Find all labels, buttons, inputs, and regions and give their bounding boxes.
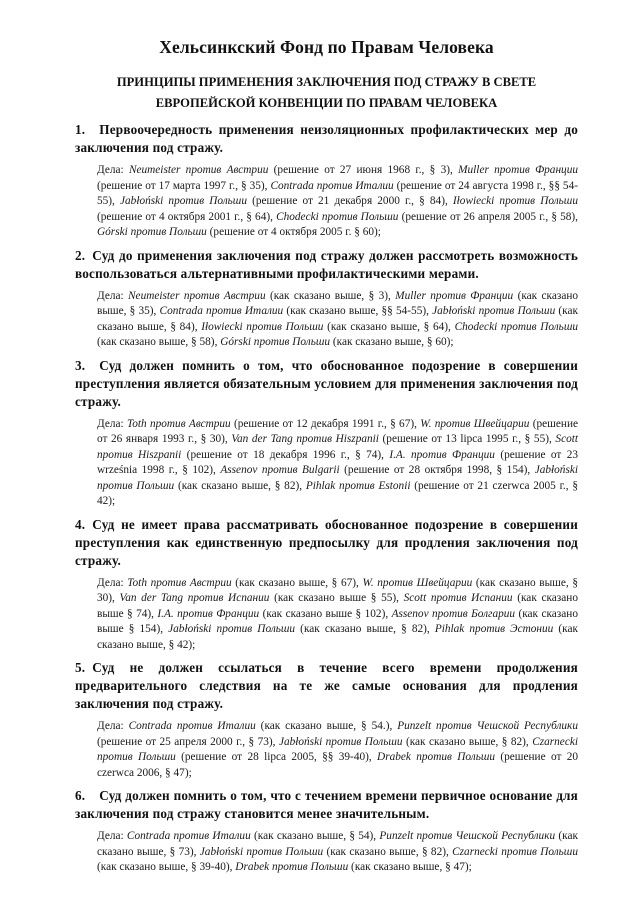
case-name: Drabek против Польши — [377, 751, 496, 763]
principle-heading — [75, 357, 578, 411]
case-reference: (как сказано выше, § 35), — [97, 289, 579, 317]
case-reference: (как сказано выше § 55), — [269, 592, 404, 604]
case-reference: (как сказано выше, § 82), — [295, 623, 435, 635]
principle-section — [75, 247, 578, 351]
case-reference: (как сказано выше, § 67), — [231, 576, 363, 589]
case-reference: (как сказано выше, § 58), — [97, 336, 221, 348]
case-reference: (решение от 25 апреля 2000 г., § 73), — [97, 735, 279, 748]
principle-number: 1. — [75, 122, 86, 137]
principle-section — [75, 357, 578, 510]
case-name: Van der Tang против Hiszpanii — [231, 433, 379, 445]
case-reference: (как сказано выше, § 60); — [330, 336, 454, 348]
cases-label: Дела: — [97, 164, 124, 176]
case-name: Contrada против Италии — [159, 305, 284, 317]
case-reference: (решение от 21 декабря 2000 г., § 84), — [246, 195, 453, 207]
case-name: Scott против Испании — [403, 592, 513, 604]
principle-number: 4. — [75, 516, 86, 532]
case-reference: (решение от 13 lipca 1995 г., § 55), — [378, 433, 556, 445]
case-name: Jabłoński против Польши — [168, 623, 296, 635]
case-name: Contrada против Италии — [270, 179, 394, 192]
principle-heading-text: Первоочередность применения неизоляционных профилактических мер до заключения под стражу. — [75, 122, 578, 155]
case-reference: (решение от 4 октября 2001 г., § 64), — [97, 210, 277, 223]
principle-number: 2. — [75, 247, 86, 263]
case-name: Neumeister против Австрии — [128, 164, 269, 176]
case-reference: (решение от 20 czerwca 2006, § 47); — [97, 751, 579, 779]
case-reference: (как сказано выше § 74), — [97, 592, 578, 620]
case-reference: (решение от 23 września 1998 г., § 102), — [97, 448, 579, 476]
document-title — [75, 72, 578, 114]
case-reference: (решение от 28 lipca 2005, §§ 39-40), — [175, 751, 378, 763]
case-reference: (как сказано выше, § 82), — [174, 479, 306, 492]
case-name: I.A. против Франции — [389, 448, 495, 461]
case-reference: (как сказано выше, § 30), — [97, 576, 578, 604]
principle-heading-text: Суд должен помнить о том, что обоснованное подозрение в совершении преступления является обязательным условием для применения заключения под стражу. — [75, 357, 578, 409]
case-name: Czarnecki против Польши — [97, 735, 578, 763]
case-name: Neumeister против Австрии — [128, 289, 266, 302]
principle-section — [75, 121, 578, 241]
case-reference: (как сказано выше, § 42); — [97, 623, 578, 651]
principle-heading-text: Суд до применения заключения под стражу должен рассмотреть возможность воспользоваться альтернативными профилактическими мерами. — [75, 247, 578, 281]
case-name: Punzelt против Чешской Республики — [397, 720, 578, 732]
case-name: Chodecki против Польши — [454, 320, 578, 333]
case-reference: (решение от 27 июня 1968 г., § 3), — [268, 164, 459, 176]
case-name: Górski против Польши — [220, 336, 331, 348]
case-name: Toth против Австрии — [127, 576, 232, 589]
principle-number: 3. — [75, 357, 86, 373]
case-name: Assenov против Bulgarii — [220, 464, 340, 476]
case-citations — [97, 417, 578, 510]
case-name: Toth против Австрии — [126, 417, 231, 430]
case-name: Contrada против Италии — [128, 720, 256, 732]
principle-section — [75, 516, 578, 654]
document-title-line-1: ПРИНЦИПЫ ПРИМЕНЕНИЯ ЗАКЛЮЧЕНИЯ ПОД СТРАЖУ В СВЕТЕ — [116, 75, 537, 89]
case-reference: (как сказано выше § 154), — [97, 607, 578, 635]
case-name: Pihlak против Эстонии — [434, 623, 554, 635]
case-name: Czarnecki против Польши — [452, 845, 578, 858]
case-name: I.A. против Франции — [157, 607, 260, 620]
case-reference: (решение от 12 декабря 1991 г., § 67), — [230, 417, 421, 430]
case-reference: (решение от 24 августа 1998 г., §§ 54-55), — [97, 179, 578, 207]
principle-heading-text: Суд не должен ссылаться в течение всего времени продолжения предварительного следствия на те же самые основания для продления заключения под стражу. — [75, 660, 578, 711]
case-name: Punzelt против Чешской Республики — [379, 830, 556, 842]
case-reference: (решение от 21 czerwca 2005 г., § 42); — [97, 479, 578, 507]
case-name: Van der Tang против Испании — [119, 592, 270, 604]
case-name: Jabłoński против Польши — [97, 464, 578, 492]
document-title-line-2: ЕВРОПЕЙСКОЙ КОНВЕНЦИИ ПО ПРАВАМ ЧЕЛОВЕКА — [155, 96, 498, 110]
principle-section — [75, 659, 578, 781]
principle-section — [75, 787, 578, 876]
case-name: Jabłoński против Польши — [199, 845, 324, 858]
case-reference: (как сказано выше § 102), — [259, 607, 392, 620]
principles-list — [75, 121, 578, 876]
case-reference: (решение от 26 января 1993 г., § 30), — [97, 417, 579, 445]
principle-heading — [75, 247, 578, 283]
case-reference: (как сказано выше, § 3), — [265, 289, 396, 302]
case-reference: (как сказано выше, § 47); — [348, 861, 472, 873]
case-name: Muller против Франции — [458, 164, 579, 176]
case-name: Iłowiecki против Польши — [201, 320, 324, 333]
cases-label: Дела: — [97, 417, 124, 430]
principle-heading — [75, 659, 578, 713]
case-reference: (как сказано выше, § 54), — [250, 830, 380, 842]
case-citations — [97, 829, 578, 876]
case-name: Górski против Польши — [97, 226, 207, 238]
case-reference: (решение от 18 декабря 1996 г., § 74), — [181, 448, 390, 461]
cases-label: Дела: — [97, 830, 124, 842]
principle-heading-text: Суд должен помнить о том, что с течением времени первичное основание для заключения под стражу становится менее значительным. — [75, 788, 578, 821]
principle-heading — [75, 787, 578, 823]
case-name: Pihlak против Estonii — [305, 479, 411, 492]
principle-heading-text: Суд не имеет права рассматривать обоснованное подозрение в совершении преступления как единственную предпосылку для продления заключения под стражу. — [75, 516, 578, 568]
document-page — [75, 36, 578, 882]
case-reference: (как сказано выше, § 82), — [402, 735, 533, 748]
case-name: Scott против Hiszpanii — [97, 433, 579, 461]
case-reference: (решение от 4 октября 2005 г. § 60); — [206, 226, 381, 238]
case-name: Jabłoński против Польши — [120, 195, 247, 207]
principle-heading — [75, 121, 578, 157]
principle-heading — [75, 516, 578, 570]
case-name: Iłowiecki против Польши — [452, 195, 578, 207]
case-name: Contrada против Италии — [126, 830, 251, 842]
case-citations — [97, 719, 578, 781]
principle-number: 5. — [75, 660, 86, 675]
case-name: Drabek против Польши — [235, 861, 349, 873]
case-reference: (как сказано выше, § 54.), — [255, 720, 398, 732]
case-reference: (решение от 17 марта 1997 г., § 35), — [97, 179, 271, 192]
case-reference: (как сказано выше, §§ 54-55), — [283, 305, 433, 317]
case-name: W. против Швейцарии — [362, 576, 473, 589]
case-name: Assenov против Болгарии — [391, 607, 516, 620]
case-reference: (как сказано выше, § 64), — [323, 320, 455, 333]
cases-label: Дела: — [97, 289, 124, 302]
case-reference: (как сказано выше, § 84), — [97, 305, 579, 333]
case-reference: (как сказано выше, § 39-40), — [97, 861, 236, 873]
case-citations — [97, 163, 578, 241]
case-name: W. против Швейцарии — [420, 417, 530, 430]
cases-label: Дела: — [97, 720, 124, 732]
case-reference: (решение от 26 апреля 2005 г., § 58), — [398, 210, 579, 223]
case-name: Jabłoński против Польши — [432, 305, 556, 317]
case-reference: (как сказано выше, § 73), — [97, 830, 578, 858]
case-name: Chodecki против Польши — [276, 210, 399, 223]
cases-label: Дела: — [97, 576, 124, 589]
case-name: Jabłoński против Польши — [278, 735, 403, 748]
case-reference: (решение от 28 октября 1998, § 154), — [339, 464, 535, 476]
case-citations — [97, 576, 578, 654]
organization-title: Хельсинкский Фонд по Правам Человека — [159, 37, 494, 57]
case-reference: (как сказано выше, § 82), — [323, 845, 453, 858]
case-name: Muller против Франции — [395, 289, 514, 302]
case-citations — [97, 289, 578, 351]
principle-number: 6. — [75, 788, 86, 803]
